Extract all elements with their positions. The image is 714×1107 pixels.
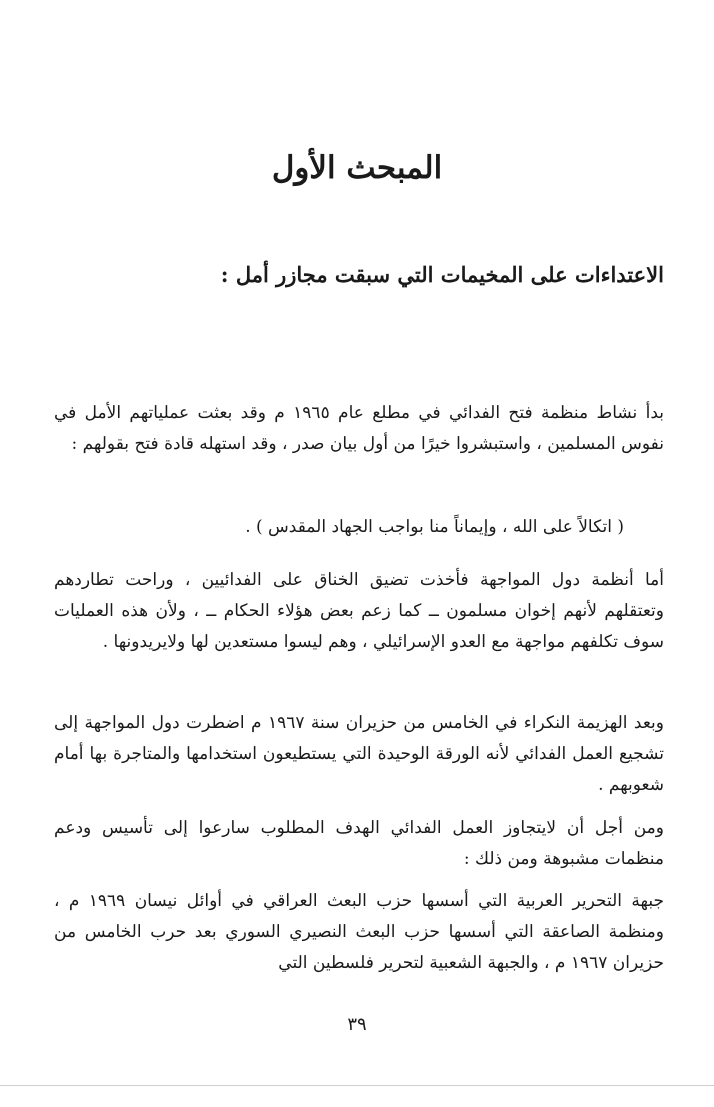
- paragraph-text: أما أنظمة دول المواجهة فأخذت تضيق الخناق على الفدائيين ، وراحت تطاردهم وتعتقلهم لأنهم إخوان مسلمون ــ كما زعم بعض هؤلاء الحكام ــ ، ولأن هذه العمليات سوف تكلفهم مواجهة مع العدو الإسرائيلي ، وهم ليسوا مستعدين لها ولايريدونها .: [54, 570, 664, 652]
- page-number: ٣٩: [347, 1014, 367, 1035]
- paragraph-4: [54, 708, 664, 801]
- paragraph-2-quote: [64, 512, 624, 543]
- paragraph-5: [54, 813, 664, 875]
- paragraph-1: [54, 398, 664, 460]
- bottom-divider: [0, 1085, 714, 1086]
- paragraph-text: ( اتكالاً على الله ، وإيماناً منا بواجب الجهاد المقدس ) .: [245, 517, 624, 537]
- chapter-title: المبحث الأول: [271, 150, 443, 186]
- paragraph-text: ومن أجل أن لايتجاوز العمل الفدائي الهدف المطلوب سارعوا إلى تأسيس ودعم منظمات مشبوهة ومن ذلك :: [54, 818, 664, 869]
- paragraph-text: جبهة التحرير العربية التي أسسها حزب البعث العراقي في أوائل نيسان ١٩٦٩ م ، ومنظمة الصاعقة التي أسسها حزب البعث النصيري السوري بعد حرب الخامس من حزيران ١٩٦٧ م ، والجبهة الشعبية لتحرير فلسطين التي: [54, 891, 664, 973]
- section-heading: الاعتداءات على المخيمات التي سبقت مجازر أمل :: [220, 262, 664, 287]
- paragraph-3: [54, 565, 664, 658]
- paragraph-text: بدأ نشاط منظمة فتح الفدائي في مطلع عام ١٩٦٥ م وقد بعثت عملياتهم الأمل في نفوس المسلمين ، واستبشروا خيرًا من أول بيان صدر ، وقد استهله قادة فتح بقولهم :: [54, 403, 665, 454]
- paragraph-text: وبعد الهزيمة النكراء في الخامس من حزيران سنة ١٩٦٧ م اضطرت دول المواجهة إلى تشجيع العمل الفدائي لأنه الورقة الوحيدة التي يستطيعون استخدامها والمتاجرة بها أمام شعوبهم .: [54, 713, 664, 795]
- paragraph-6: [54, 886, 664, 979]
